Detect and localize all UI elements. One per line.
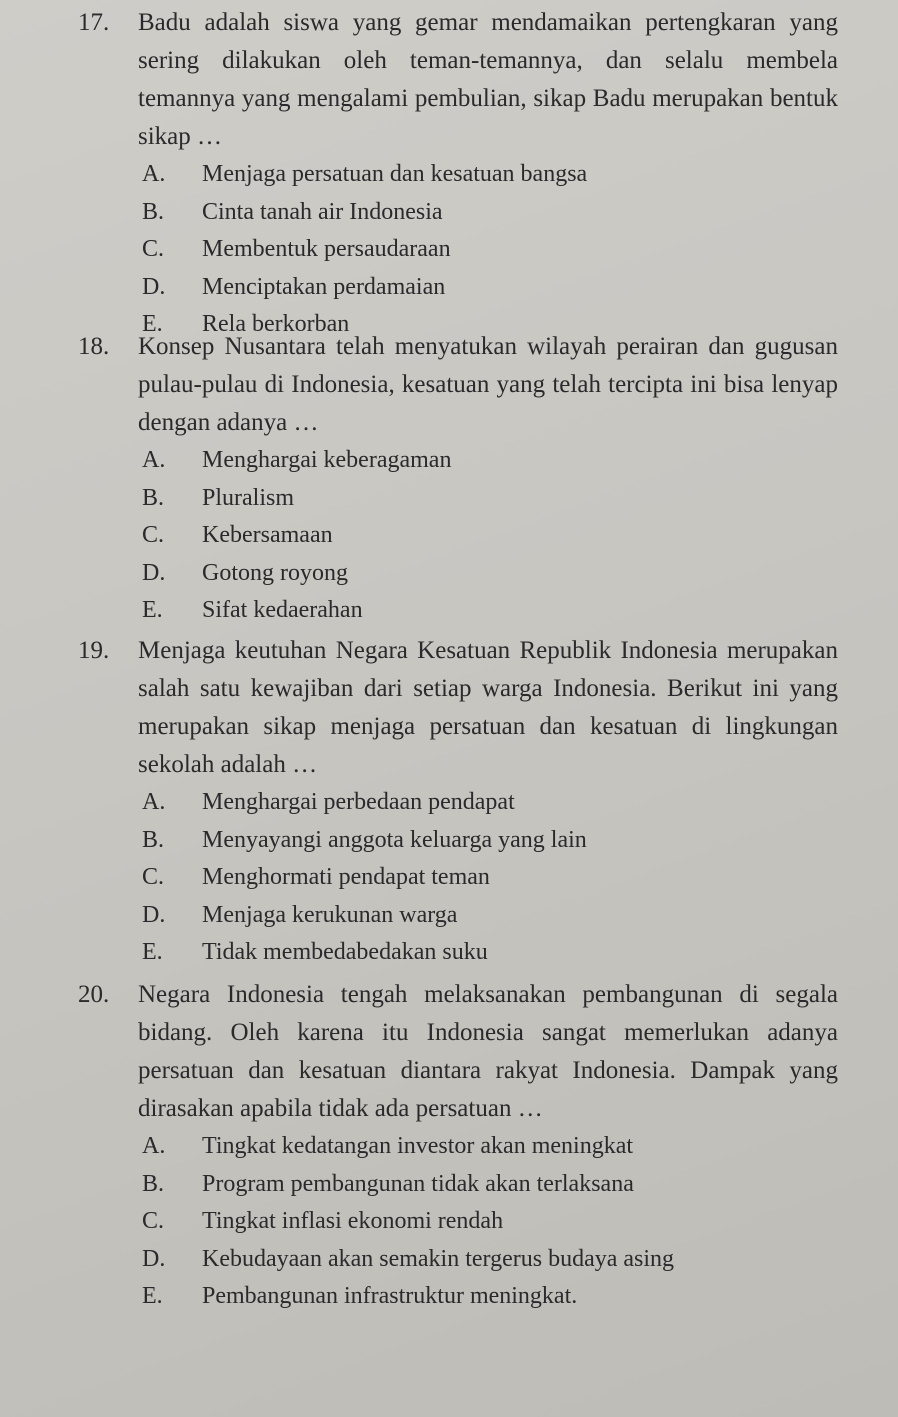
option-text: Sifat kedaerahan	[202, 597, 363, 623]
question-number: 19.	[78, 637, 110, 664]
option-text: Menghargai perbedaan pendapat	[202, 789, 515, 815]
question-17	[78, 4, 838, 344]
option-text: Pembangunan infrastruktur meningkat.	[202, 1283, 578, 1309]
option-text: Pluralism	[202, 484, 295, 511]
option-b	[142, 194, 838, 232]
question-20	[78, 976, 838, 1316]
option-text: Kebersamaan	[202, 522, 333, 548]
option-b	[142, 1166, 838, 1204]
option-letter: D.	[142, 273, 166, 300]
option-d	[142, 1241, 838, 1279]
answer-options	[142, 442, 838, 630]
option-a	[142, 1128, 838, 1166]
option-letter: C.	[142, 522, 165, 548]
option-letter: B.	[142, 198, 165, 225]
option-text: Tingkat kedatangan investor akan meningkat	[202, 1133, 634, 1159]
option-e	[142, 1278, 838, 1316]
option-letter: C.	[142, 864, 165, 890]
option-text: Program pembangunan tidak akan terlaksana	[202, 1170, 634, 1197]
option-letter: A.	[142, 447, 166, 473]
option-c	[142, 859, 838, 897]
option-text: Menjaga persatuan dan kesatuan bangsa	[202, 161, 588, 187]
option-a	[142, 784, 838, 822]
option-letter: A.	[142, 789, 166, 815]
option-letter: C.	[142, 236, 165, 262]
option-letter: B.	[142, 484, 165, 511]
option-text: Tingkat inflasi ekonomi rendah	[202, 1208, 504, 1234]
option-c	[142, 517, 838, 555]
option-c	[142, 1203, 838, 1241]
option-letter: E.	[142, 1283, 163, 1309]
option-b	[142, 822, 838, 860]
question-number: 20.	[78, 981, 110, 1008]
question-18	[78, 328, 838, 630]
option-text: Gotong royong	[202, 559, 348, 586]
option-letter: B.	[142, 1170, 165, 1197]
question-text: Badu adalah siswa yang gemar mendamaikan pertengkaran yang sering dilakukan oleh teman-temannya, dan selalu membela temannya yang mengalami pembulian, sikap Badu merupakan bentuk sikap …	[138, 9, 838, 150]
option-text: Menjaga kerukunan warga	[202, 901, 458, 928]
answer-options	[142, 1128, 838, 1316]
option-text: Rela berkorban	[202, 311, 350, 337]
option-text: Menghormati pendapat teman	[202, 864, 490, 890]
option-letter: D.	[142, 1245, 166, 1272]
question-number: 17.	[78, 9, 110, 36]
question-19	[78, 632, 838, 972]
option-e	[142, 592, 838, 630]
option-letter: C.	[142, 1208, 165, 1234]
option-text: Menghargai keberagaman	[202, 447, 452, 473]
answer-options	[142, 156, 838, 344]
option-text: Kebudayaan akan semakin tergerus budaya asing	[202, 1245, 675, 1272]
option-text: Menyayangi anggota keluarga yang lain	[202, 826, 587, 853]
option-text: Menciptakan perdamaian	[202, 273, 446, 300]
option-letter: E.	[142, 939, 163, 965]
option-d	[142, 897, 838, 935]
answer-options	[142, 784, 838, 972]
option-text: Tidak membedabedakan suku	[202, 939, 488, 965]
option-letter: E.	[142, 311, 163, 337]
question-text: Negara Indonesia tengah melaksanakan pembangunan di segala bidang. Oleh karena itu Indonesia sangat memerlukan adanya persatuan dan kesatuan diantara rakyat Indonesia. Dampak yang dirasakan apabila tidak ada persatuan …	[138, 981, 838, 1122]
option-letter: E.	[142, 597, 163, 623]
option-d	[142, 269, 838, 307]
option-letter: D.	[142, 559, 166, 586]
option-e	[142, 934, 838, 972]
option-letter: A.	[142, 161, 166, 187]
option-a	[142, 156, 838, 194]
option-text: Cinta tanah air Indonesia	[202, 198, 443, 225]
option-letter: A.	[142, 1133, 166, 1159]
option-letter: B.	[142, 826, 165, 853]
option-text: Membentuk persaudaraan	[202, 236, 451, 262]
option-c	[142, 231, 838, 269]
option-b	[142, 480, 838, 518]
question-number: 18.	[78, 333, 110, 360]
question-text: Menjaga keutuhan Negara Kesatuan Republik Indonesia merupakan salah satu kewajiban dari setiap warga Indonesia. Berikut ini yang merupakan sikap menjaga persatuan dan kesatuan di lingkungan sekolah adalah …	[138, 637, 838, 778]
option-letter: D.	[142, 901, 166, 928]
option-d	[142, 555, 838, 593]
question-text: Konsep Nusantara telah menyatukan wilayah perairan dan gugusan pulau-pulau di Indonesia, kesatuan yang telah tercipta ini bisa lenyap dengan adanya …	[138, 333, 838, 436]
option-a	[142, 442, 838, 480]
